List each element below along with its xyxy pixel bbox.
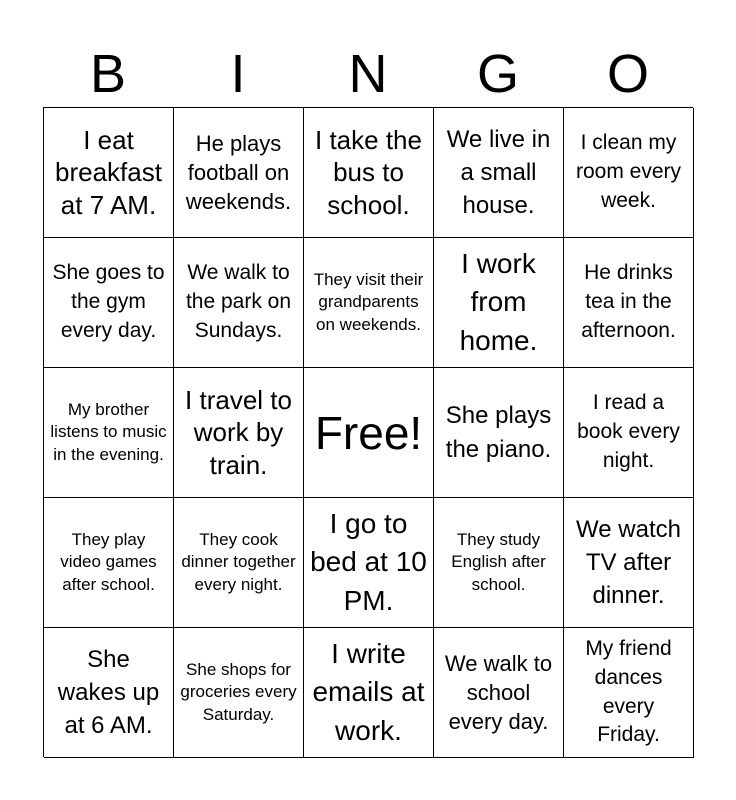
cell-text: I eat breakfast at 7 AM. <box>55 124 162 220</box>
cell-text: I read a book every night. <box>577 391 680 472</box>
bingo-cell[interactable] <box>44 108 174 238</box>
bingo-cell[interactable] <box>434 628 564 758</box>
bingo-cell[interactable] <box>564 238 694 368</box>
cell-text: I work from home. <box>459 248 538 356</box>
free-space-label: Free! <box>314 406 423 459</box>
bingo-cell[interactable] <box>44 628 174 758</box>
cell-text: She wakes up at 6 AM. <box>57 645 160 740</box>
cell-text: I go to bed at 10 PM. <box>310 508 427 616</box>
cell-text: I write emails at work. <box>312 638 425 746</box>
bingo-cell[interactable] <box>434 108 564 238</box>
cell-text: We walk to school every day. <box>444 650 553 735</box>
bingo-cell[interactable] <box>174 368 304 498</box>
bingo-cell[interactable] <box>434 498 564 628</box>
header-letter-b: B <box>89 44 127 104</box>
cell-text: I travel to work by train. <box>185 384 292 480</box>
bingo-cell[interactable] <box>174 628 304 758</box>
cell-text: We live in a small house. <box>446 125 551 220</box>
cell-text: We watch TV after dinner. <box>576 515 681 610</box>
bingo-cell[interactable] <box>304 238 434 368</box>
cell-text: He drinks tea in the afternoon. <box>581 261 676 342</box>
cell-text: My brother listens to music in the evening. <box>50 399 167 464</box>
bingo-cell[interactable] <box>564 498 694 628</box>
cell-text: My friend dances every Friday. <box>585 636 672 747</box>
bingo-cell[interactable] <box>44 368 174 498</box>
bingo-board <box>43 107 693 757</box>
bingo-cell[interactable] <box>564 108 694 238</box>
cell-text: She plays the piano. <box>445 402 552 463</box>
free-space-cell[interactable] <box>304 368 434 498</box>
bingo-cell[interactable] <box>44 238 174 368</box>
bingo-cell[interactable] <box>434 368 564 498</box>
header-letter-g: G <box>476 44 519 104</box>
bingo-cell[interactable] <box>44 498 174 628</box>
bingo-cell[interactable] <box>304 628 434 758</box>
bingo-header <box>43 40 693 108</box>
bingo-cell[interactable] <box>434 238 564 368</box>
bingo-cell[interactable] <box>174 238 304 368</box>
bingo-cell[interactable] <box>304 108 434 238</box>
cell-text: He plays football on weekends. <box>185 130 292 215</box>
bingo-cell[interactable] <box>564 368 694 498</box>
cell-text: We walk to the park on Sundays. <box>185 261 292 342</box>
cell-text: They play video games after school. <box>60 529 157 594</box>
cell-text: I take the bus to school. <box>315 124 422 220</box>
header-letter-n: N <box>348 44 388 104</box>
cell-text: They cook dinner together every night. <box>181 529 296 594</box>
header-letter-i: I <box>230 44 246 104</box>
bingo-cell[interactable] <box>174 108 304 238</box>
bingo-cell[interactable] <box>304 498 434 628</box>
cell-text: They visit their grandparents on weekends. <box>313 269 424 334</box>
cell-text: They study English after school. <box>451 529 546 594</box>
bingo-cell[interactable] <box>174 498 304 628</box>
cell-text: I clean my room every week. <box>575 131 682 212</box>
cell-text: She shops for groceries every Saturday. <box>180 659 297 724</box>
cell-text: She goes to the gym every day. <box>52 261 165 342</box>
header-letter-o: O <box>606 44 649 104</box>
bingo-cell[interactable] <box>564 628 694 758</box>
